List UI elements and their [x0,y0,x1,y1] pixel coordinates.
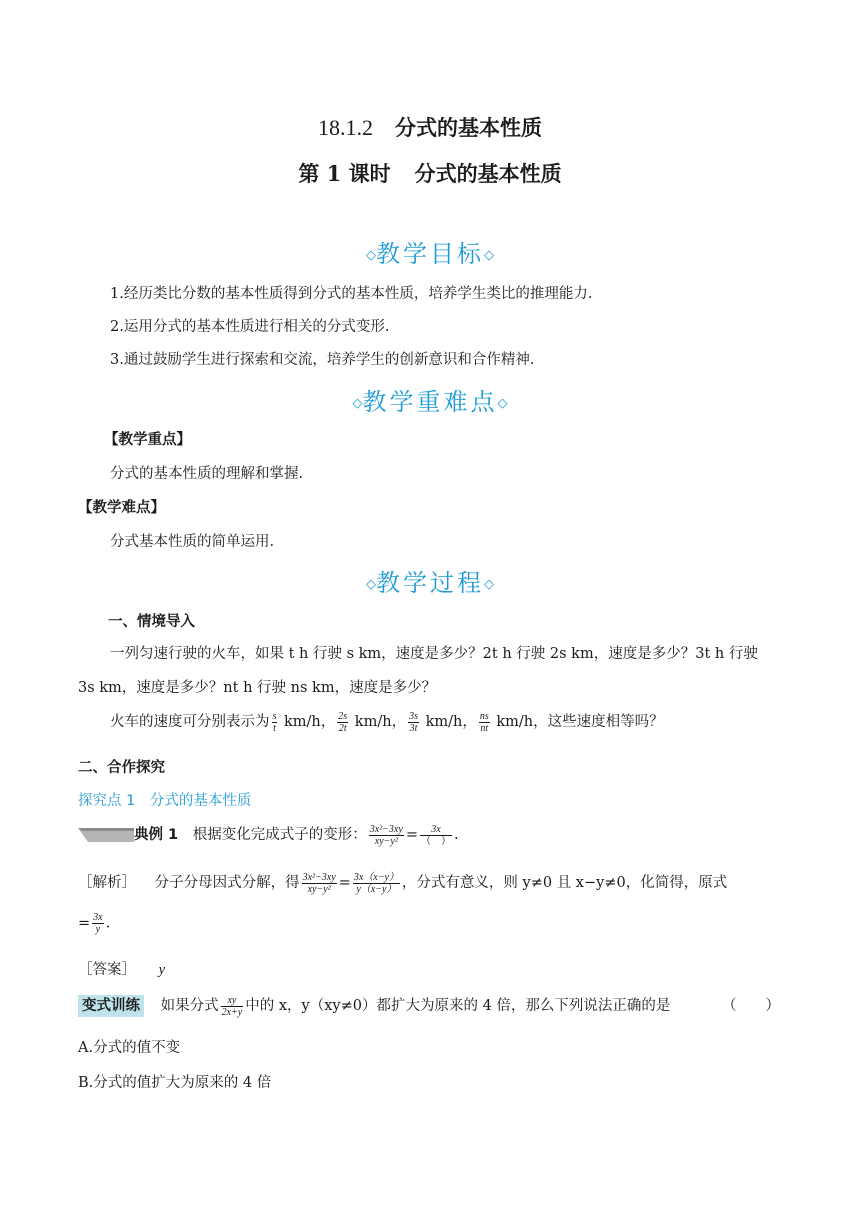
section-name: 分式的基本性质 [395,115,542,140]
variant-fraction: $\frac{xy}{2x+y}$ [221,994,243,1018]
process-heading-text: 教学过程 [376,569,484,597]
process-heading [0,563,860,598]
lesson-number: 第 1 课时 [298,161,391,186]
analysis-label: ［解析］ [78,875,136,891]
diamond-icon: ◇ [352,396,363,411]
objective-item: 2.运用分式的基本性质进行相关的分式变形. [110,319,390,335]
example-line: 典例 1 根据变化完成式子的变形： $\frac{\text{3x²−3xy}}{\text{xy−y²}}$ = $\frac{3x}{( )}$ . [134,823,459,847]
section-number: 18.1.2 [318,115,373,140]
example-prompt: 根据变化完成式子的变形： [192,827,367,843]
part1-speeds: 火车的速度可分别表示为 $\frac{s}{t}$ km/h， $\frac{2s}{2t}$ km/h， $\frac{3s}{3t}$ km/h， $\frac{ns}{nt}$ km/h，这些速度相等吗？ [110,710,664,734]
unit: km/h [354,714,392,730]
unit: km/h [284,714,321,730]
speed-fraction: $\frac{s}{t}$ [272,710,277,734]
objectives-heading [0,234,860,269]
diamond-icon: ◇ [484,577,494,592]
speed-fraction: $\frac{3s}{3t}$ [409,710,418,734]
analysis-line: ［解析］ 分子分母因式分解，得 $\frac{\text{3x²−3xy}}{\text{xy−y²}}$ = $\frac{3x(x-y)}{y(x-y)}$ ，分式有意义，则 y≠0 且 x−y≠0，化简得，原式 [78,871,728,895]
speeds-suffix: ，这些速度相等吗？ [533,714,664,730]
example-bar-icon [78,827,134,843]
focus-label: 【教学重点】 [104,432,191,448]
part1-line: 3s km，速度是多少？nt h 行驶 ns km，速度是多少？ [78,680,437,696]
objectives-heading-text: 教学目标 [376,240,484,268]
example-rhs-fraction: $\frac{3x}{( )}$ [420,823,451,847]
explore-point: 探究点 1 分式的基本性质 [78,793,252,809]
part1-line: 一列匀速行驶的火车，如果 t h 行驶 s km，速度是多少？2t h 行驶 2s km，速度是多少？3t h 行驶 [110,646,758,662]
variant-label: 变式训练 [78,995,144,1017]
unit: km/h [496,714,534,730]
option-b: B.分式的值扩大为原来的 4 倍 [78,1075,272,1091]
analysis-text: ，分式有意义，则 y≠0 且 x−y≠0，化简得，原式 [401,875,728,891]
diamond-icon: ◇ [497,396,508,411]
variant-text: 如果分式 [160,998,219,1014]
answer-value: y [158,962,166,978]
part2-title: 二、合作探究 [78,760,165,776]
analysis-text: 分子分母因式分解，得 [154,875,300,891]
lesson-title [0,158,860,188]
part1-title: 一、情境导入 [108,614,195,630]
variant-line [78,994,670,1018]
section-title [0,112,860,142]
example-label: 典例 1 [134,827,179,843]
speed-fraction: $\frac{2s}{2t}$ [338,710,348,734]
diamond-icon: ◇ [366,248,376,263]
analysis-mid-fraction: $\frac{3x(x-y)}{y(x-y)}$ [353,871,399,895]
keypoints-heading-text: 教学重难点 [362,388,498,416]
objective-item: 1.经历类比分数的基本性质得到分式的基本性质，培养学生类比的推理能力. [110,286,593,302]
analysis-lhs-fraction: $\frac{\text{3x²−3xy}}{\text{xy−y²}}$ [302,871,336,895]
unit: km/h [425,714,463,730]
answer-label: ［答案］ [78,962,136,978]
diamond-icon: ◇ [484,248,494,263]
diamond-icon: ◇ [366,577,376,592]
speed-fraction: $\frac{ns}{nt}$ [479,710,489,734]
speeds-prefix: 火车的速度可分别表示为 [110,714,270,730]
analysis-result-fraction: $\frac{3x}{y}$ [93,912,103,935]
analysis-result: = $\frac{3x}{y}$ . [78,912,111,935]
lesson-name: 分式的基本性质 [414,161,562,186]
example-lhs-fraction: $\frac{\text{3x²−3xy}}{\text{xy−y²}}$ [369,823,403,847]
objective-item: 3.通过鼓励学生进行探索和交流，培养学生的创新意识和合作精神. [110,352,535,368]
focus-text: 分式的基本性质的理解和掌握. [110,466,304,482]
difficulty-label: 【教学难点】 [78,500,165,516]
option-a: A.分式的值不变 [78,1040,181,1056]
difficulty-text: 分式基本性质的简单运用. [110,534,275,550]
variant-text: 中的 x，y（xy≠0）都扩大为原来的 4 倍，那么下列说法正确的是 [245,998,671,1014]
answer-line [78,958,165,979]
answer-bracket: （ ） [722,998,780,1014]
keypoints-heading [0,382,860,417]
